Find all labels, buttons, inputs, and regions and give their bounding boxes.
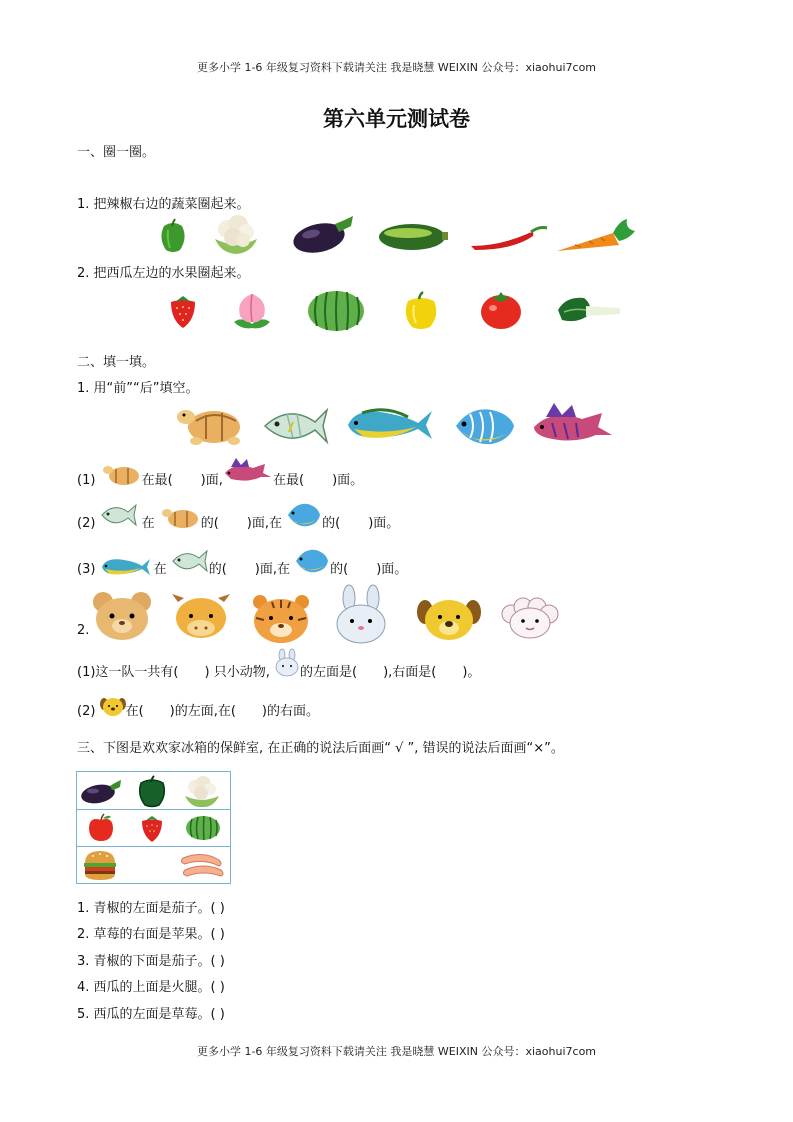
purple-fish-icon	[532, 401, 616, 449]
green-pepper-icon	[137, 775, 167, 807]
rabbit-face-icon	[333, 586, 389, 644]
section3-item-2: 2. 草莓的右面是苹果。( )	[77, 927, 225, 942]
fridge-row-middle	[77, 809, 230, 847]
turtle-icon	[102, 461, 142, 487]
sheep-face-icon	[501, 598, 559, 640]
strawberry-icon	[139, 813, 165, 843]
eggplant-icon	[80, 778, 122, 804]
s2-sentence-1: (1) 在最( )面, 在最( )面。	[77, 469, 363, 488]
s1-label: (1)	[77, 473, 96, 488]
eggplant-icon	[291, 214, 355, 254]
silver-fish-icon	[263, 404, 329, 446]
angelfish-icon	[286, 501, 322, 529]
tomato-icon	[480, 290, 522, 330]
fridge-compartment-grid	[76, 771, 231, 884]
s2-sentence-2: (2) 在 的( )面,在 的( )面。	[77, 512, 399, 531]
section1-heading: 一、圈一圈。	[77, 145, 156, 160]
watermelon-icon	[307, 290, 365, 332]
section3-item-4: 4. 西瓜的上面是火腿。( )	[77, 980, 225, 995]
page-footer: 更多小学 1-6 年级复习资料下载请关注 我是晓慧 WEIXIN 公众号：xiaohui7com	[196, 1045, 597, 1058]
apple-icon	[87, 814, 115, 842]
turtle-icon	[161, 504, 201, 530]
page-title: 第六单元测试卷	[323, 107, 470, 131]
purple-fish-icon	[223, 457, 273, 487]
carrot-icon	[555, 217, 637, 255]
strawberry-icon	[167, 292, 199, 330]
turtle-icon	[176, 403, 246, 447]
dog-face-icon	[417, 598, 481, 642]
tiger-face-icon	[250, 594, 312, 644]
section3-item-5: 5. 西瓜的左面是草莓。( )	[77, 1007, 225, 1022]
s2-animal-sentence-2: (2) 在( )的左面,在( )的右面。	[77, 700, 319, 719]
section2-q1: 1. 用“前”“后”填空。	[77, 381, 199, 396]
mahi-fish-icon	[100, 555, 152, 577]
section2-q2: 2.	[77, 623, 90, 638]
angelfish-icon	[452, 404, 518, 448]
section1-q1: 1. 把辣椒右边的蔬菜圈起来。	[77, 197, 250, 212]
silver-fish-icon	[100, 501, 138, 529]
s2-sentence-3: (3) 在 的( )面,在 的( )面。	[77, 558, 407, 577]
s2-animal-sentence-1: (1)这一队一共有( ) 只小动物, 的左面是( ),右面是( )。	[77, 661, 480, 680]
cauliflower-icon	[213, 213, 259, 255]
bear-face-icon	[91, 590, 153, 642]
mahi-fish-icon	[346, 405, 434, 443]
section2-heading: 二、填一填。	[77, 355, 156, 370]
dog-face-icon	[100, 697, 126, 717]
peach-icon	[232, 290, 272, 330]
yellow-pepper-icon	[402, 291, 440, 331]
hamburger-icon	[83, 849, 117, 881]
chili-pepper-icon	[469, 222, 549, 252]
cow-face-icon	[170, 594, 232, 642]
silver-fish-icon	[171, 547, 209, 575]
section1-q2: 2. 把西瓜左边的水果圈起来。	[77, 266, 250, 281]
zucchini-icon	[378, 221, 448, 253]
rabbit-face-icon	[274, 649, 300, 677]
page-header: 更多小学 1-6 年级复习资料下载请关注 我是晓慧 WEIXIN 公众号：xiaohui7com	[196, 61, 597, 74]
angelfish-icon	[294, 547, 330, 575]
bok-choy-icon	[556, 294, 622, 326]
fridge-row-top	[77, 772, 230, 810]
section3-heading: 三、下图是欢欢家冰箱的保鲜室, 在正确的说法后面画“ √ ”, 错误的说法后面画“×”。	[77, 741, 564, 756]
watermelon-icon	[185, 815, 221, 841]
section3-item-3: 3. 青椒的下面是茄子。( )	[77, 954, 225, 969]
section3-item-1: 1. 青椒的左面是茄子。( )	[77, 901, 225, 916]
ham-sausage-icon	[179, 850, 225, 880]
cauliflower-icon	[183, 774, 221, 808]
green-pepper-icon	[158, 218, 188, 252]
fridge-row-bottom	[77, 846, 230, 883]
